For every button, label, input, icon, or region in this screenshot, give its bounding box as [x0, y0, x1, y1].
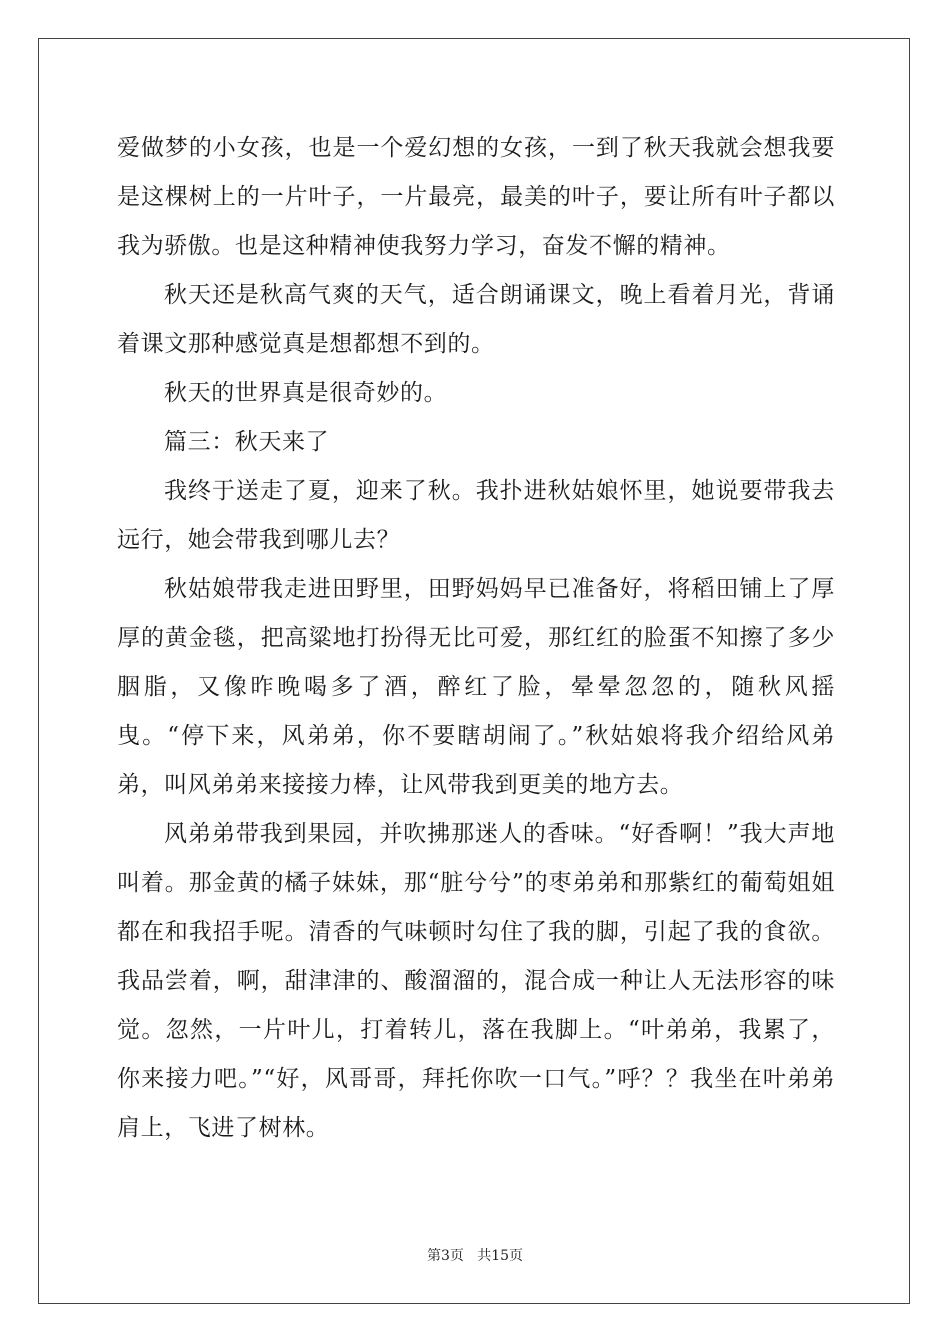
paragraph-1: 爱做梦的小女孩，也是一个爱幻想的女孩，一到了秋天我就会想我要是这棵树上的一片叶子，一片最亮，最美的叶子，要让所有叶子都以我为骄傲。也是这种精神使我努力学习，奋发不懈的精神。 [117, 135, 835, 259]
document-body [117, 124, 835, 1153]
paragraph-3: 秋天的世界真是很奇妙的。 [164, 380, 448, 406]
paragraph-5: 我终于送走了夏，迎来了秋。我扑进秋姑娘怀里，她说要带我去远行，她会带我到哪儿去？ [117, 478, 835, 553]
paragraph-2: 秋天还是秋高气爽的天气，适合朗诵课文，晚上看着月光，背诵着课文那种感觉真是想都想不到的。 [117, 282, 835, 357]
page-number-footer: 第3页 共15页 [426, 1248, 524, 1264]
paragraph-7: 风弟弟带我到果园，并吹拂那迷人的香味。“好香啊！”我大声地叫着。那金黄的橘子妹妹，那“脏兮兮”的枣弟弟和那紫红的葡萄姐姐都在和我招手呢。清香的气味顿时勾住了我的脚，引起了我的食欲。我品尝着，啊，甜津津的、酸溜溜的，混合成一种让人无法形容的味觉。忽然，一片叶儿，打着转儿，落在我脚上。“叶弟弟，我累了，你来接力吧。”“好，风哥哥，拜托你吹一口气。”呼？？我坐在叶弟弟肩上，飞进了树林。 [117, 821, 835, 1141]
section-heading: 篇三：秋天来了 [164, 429, 330, 455]
paragraph-6: 秋姑娘带我走进田野里，田野妈妈早已准备好，将稻田铺上了厚厚的黄金毯，把高粱地打扮得无比可爱，那红红的脸蛋不知擦了多少胭脂，又像昨晚喝多了酒，醉红了脸，晕晕忽忽的，随秋风摇曳。“停下来，风弟弟，你不要瞎胡闹了。”秋姑娘将我介绍给风弟弟，叫风弟弟来接接力棒，让风带我到更美的地方去。 [117, 576, 835, 798]
